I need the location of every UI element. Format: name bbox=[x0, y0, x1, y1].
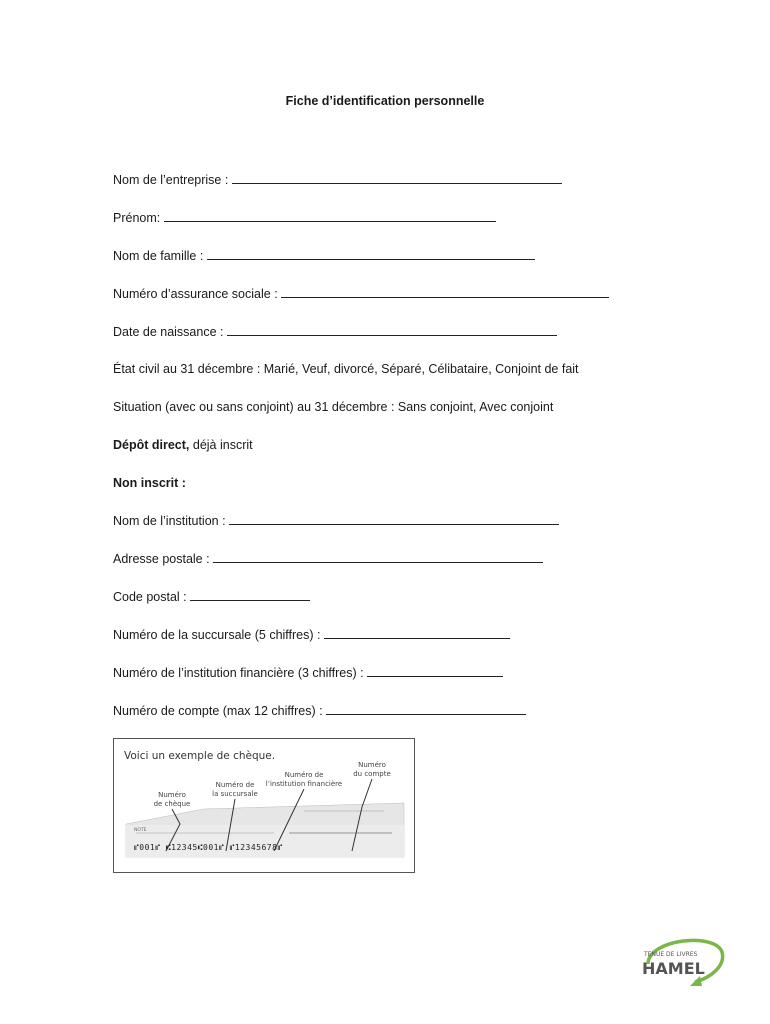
logo-line2: HAMEL bbox=[642, 959, 705, 978]
field-label: Numéro de la succursale (5 chiffres) : bbox=[113, 628, 321, 642]
field-label: Non inscrit : bbox=[113, 476, 186, 490]
cheque-bottom bbox=[126, 825, 404, 857]
field-not-registered bbox=[113, 475, 186, 491]
branch-number-input-line[interactable] bbox=[324, 626, 510, 639]
first-name-input-line[interactable] bbox=[164, 209, 496, 222]
cheque-heading: Voici un exemple de chèque. bbox=[124, 750, 276, 762]
field-label: déjà inscrit bbox=[189, 438, 253, 452]
company-name-input-line[interactable] bbox=[232, 171, 562, 184]
field-institution-number bbox=[113, 664, 503, 681]
field-birth-date bbox=[113, 323, 557, 340]
institution-number-input-line[interactable] bbox=[367, 664, 503, 677]
postal-address-input-line[interactable] bbox=[213, 550, 543, 563]
field-branch-number bbox=[113, 626, 510, 643]
field-institution-name bbox=[113, 512, 559, 529]
field-label: Nom de l’entreprise : bbox=[113, 173, 229, 187]
field-label: Numéro d’assurance sociale : bbox=[113, 287, 278, 301]
memo-label: NOTE bbox=[134, 828, 147, 833]
field-label: Nom de famille : bbox=[113, 249, 204, 263]
field-label: Adresse postale : bbox=[113, 552, 210, 566]
field-label: Code postal : bbox=[113, 590, 187, 604]
field-last-name bbox=[113, 247, 535, 264]
field-account-number bbox=[113, 702, 526, 719]
logo bbox=[640, 934, 730, 989]
field-label: État civil au 31 décembre : Marié, Veuf, divorcé, Séparé, Célibataire, Conjoint de fait bbox=[113, 362, 579, 376]
label-institution-1: Numéro de bbox=[284, 771, 324, 779]
institution-name-input-line[interactable] bbox=[229, 512, 559, 525]
cheque-example bbox=[113, 738, 415, 873]
page-title: Fiche d’identification personnelle bbox=[285, 94, 485, 108]
field-label-bold: Dépôt direct, bbox=[113, 438, 190, 452]
label-account-1: Numéro bbox=[358, 761, 386, 769]
label-branch-2: la succursale bbox=[212, 790, 258, 798]
birth-date-input-line[interactable] bbox=[227, 323, 557, 336]
label-cheque-number-1: Numéro bbox=[158, 791, 186, 799]
field-label: Nom de l’institution : bbox=[113, 514, 226, 528]
field-first-name bbox=[113, 209, 496, 226]
field-postal-address bbox=[113, 550, 543, 567]
micr-line: ⑈001⑈ ⑆12345⑆001⑈ ⑈12345678⑈ bbox=[134, 843, 283, 852]
field-label: Numéro de l’institution financière (3 chiffres) : bbox=[113, 666, 364, 680]
field-civil-status bbox=[113, 361, 579, 377]
field-label: Situation (avec ou sans conjoint) au 31 décembre : Sans conjoint, Avec conjoint bbox=[113, 400, 554, 414]
sin-input-line[interactable] bbox=[281, 285, 609, 298]
account-number-input-line[interactable] bbox=[326, 702, 526, 715]
label-cheque-number-2: de chèque bbox=[153, 800, 191, 808]
field-sin bbox=[113, 285, 609, 302]
label-branch-1: Numéro de bbox=[215, 781, 255, 789]
logo-line1: TENUE DE LIVRES bbox=[644, 951, 698, 958]
hamel-logo-icon bbox=[640, 934, 730, 989]
last-name-input-line[interactable] bbox=[207, 247, 535, 260]
field-label: Date de naissance : bbox=[113, 325, 224, 339]
label-institution-2: l’institution financière bbox=[265, 780, 343, 788]
field-situation bbox=[113, 399, 553, 415]
label-account-2: du compte bbox=[353, 770, 391, 778]
postal-code-input-line[interactable] bbox=[190, 588, 310, 601]
field-company-name bbox=[113, 171, 562, 188]
field-direct-deposit bbox=[113, 437, 253, 453]
field-label: Prénom: bbox=[113, 211, 161, 225]
field-label: Numéro de compte (max 12 chiffres) : bbox=[113, 704, 323, 718]
field-postal-code bbox=[113, 588, 310, 605]
cheque-illustration bbox=[114, 739, 414, 872]
